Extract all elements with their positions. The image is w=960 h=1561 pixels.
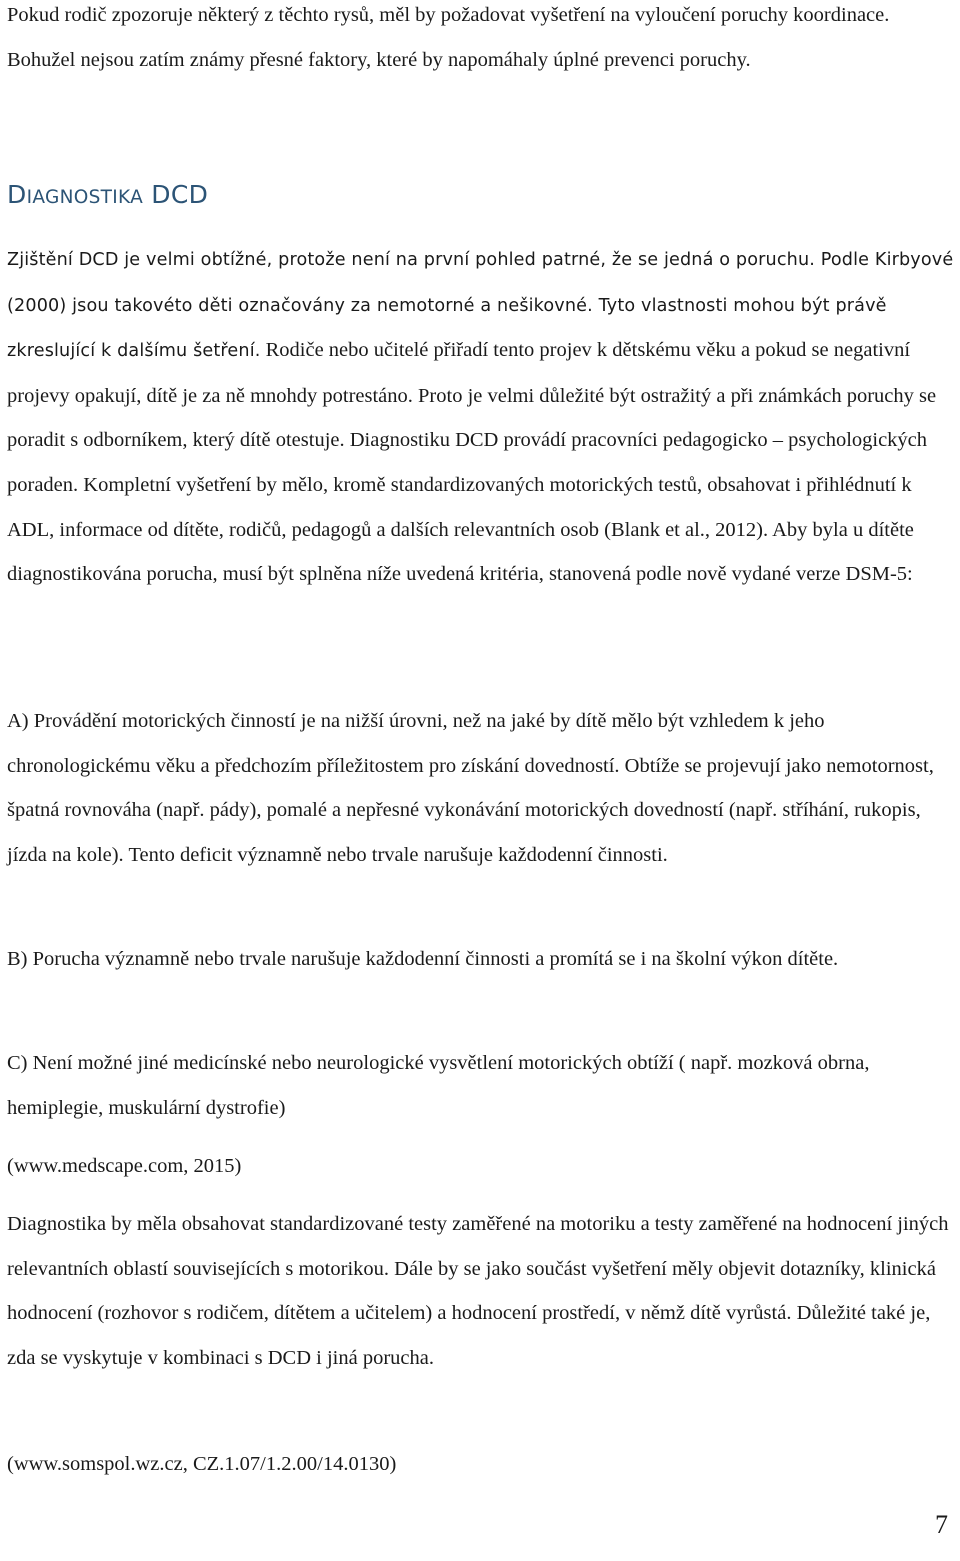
heading-initial: D	[7, 180, 27, 209]
paragraph-diagnosis-serif: Rodiče nebo učitelé přiřadí tento projev k dětskému věku a pokud se negativní projevy opakují, dítě je za ně mnohdy potrestáno. Proto je velmi důležité být ostražitý a při známkách poruchy se poradit s odborníkem, který dítě otestuje. Diagnostiku DCD provádí pracovníci pedagogicko – psychologických poraden. Kompletní vyšetření by mělo, kromě standardizovaných motorických testů, obsahovat i přihlédnutí k ADL, informace od dítěte, rodičů, pedagogů a dalších relevantních osob (Blank et al., 2012). Aby byla u dítěte diagnostikována porucha, musí být splněna níže uvedená kritéria, stanovená podle nově vydané verze DSM-5:	[7, 339, 937, 586]
paragraph-intro: Pokud rodič zpozoruje některý z těchto rysů, měl by požadovat vyšetření na vyloučení poruchy koordinace. Bohužel nejsou zatím známy přesné faktory, které by napomáhaly úplné prevenci poruchy.	[7, 4, 890, 71]
criterion-c: C) Není možné jiné medicínské nebo neurologické vysvětlení motorických obtíží ( např. mozková obrna, hemiplegie, muskulární dystrofie)	[7, 1052, 870, 1119]
heading-smallcaps: IAGNOSTIKA	[26, 187, 144, 208]
paragraph-diagnosis	[7, 237, 957, 597]
criterion-a: A) Provádění motorických činností je na nižší úrovni, než na jaké by dítě mělo být vzhledem k jeho chronologickému věku a předchozím příležitostem pro získání dovedností. Obtíže se projevují jako nemotornost, špatná rovnováha (např. pády), pomalé a nepřesné vykonávání motorických dovedností (např. stříhání, rukopis, jízda na kole). Tento deficit významně nebo trvale narušuje každodenní činnosti.	[7, 710, 934, 866]
paragraph-diagnostics-content: Diagnostika by měla obsahovat standardizované testy zaměřené na motoriku a testy zaměřené na hodnocení jiných relevantních oblastí souvisejících s motorikou. Dále by se jako součást vyšetření měly objevit dotazníky, klinická hodnocení (rozhovor s rodičem, dítětem a učitelem) a hodnocení prostředí, v němž dítě vyrůstá. Důležité také je, zda se vyskytuje v kombinaci s DCD i jiná porucha.	[7, 1213, 949, 1369]
page-number: 7	[935, 1510, 948, 1539]
criterion-b: B) Porucha významně nebo trvale narušuje každodenní činnosti a promítá se i na školní výkon dítěte.	[7, 948, 839, 970]
reference-medscape: (www.medscape.com, 2015)	[7, 1155, 242, 1177]
heading-suffix: DCD	[143, 180, 209, 209]
reference-somspol: (www.somspol.wz.cz, CZ.1.07/1.2.00/14.0130)	[7, 1453, 397, 1475]
section-heading	[7, 180, 208, 209]
paragraph-diagnosis-sans: Zjištění DCD je velmi obtížné, protože není na první pohled patrné, že se jedná o poruchu. Podle Kirbyové (2000) jsou takovéto děti označovány za nemotorné a nešikovné. Tyto vlastnosti mohou být právě zkreslující k dalšímu šetření.	[7, 250, 954, 362]
